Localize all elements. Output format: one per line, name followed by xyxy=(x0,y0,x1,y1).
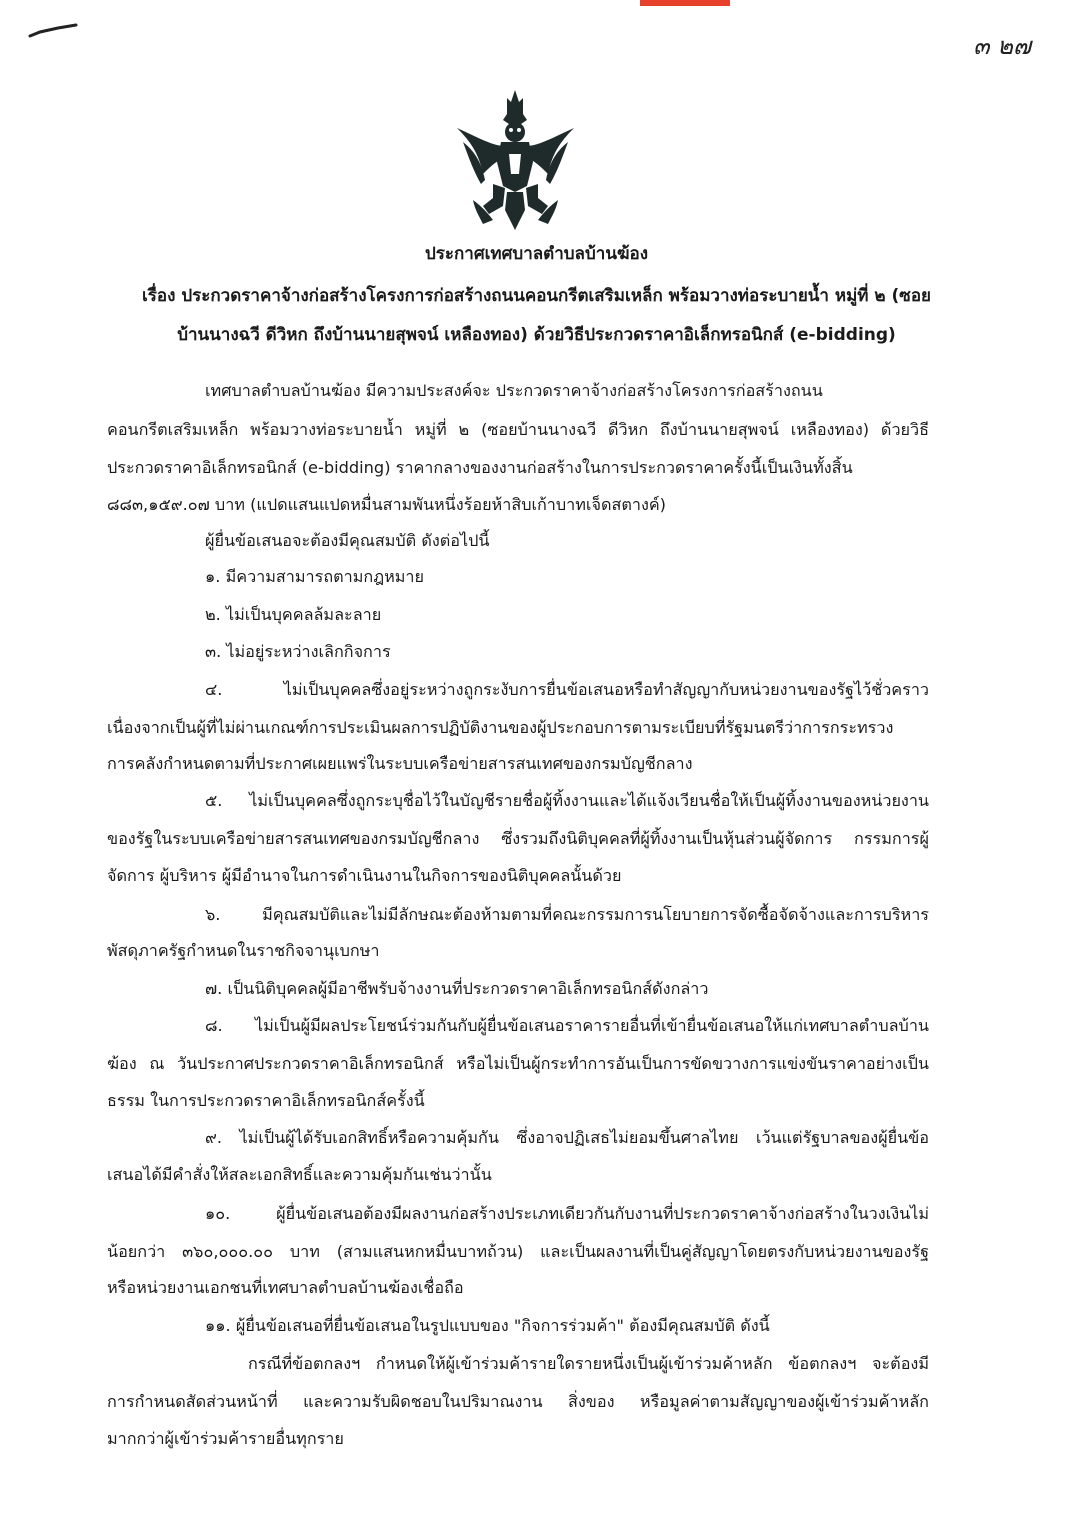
subject-line-2: บ้านนางฉวี ดีวิหก ถึงบ้านนายสุพจน์ เหลืองทอง) ด้วยวิธีประกวดราคาอิเล็กทรอนิกส์ (e-bidding) xyxy=(177,325,896,345)
pen-stroke-mark xyxy=(28,22,78,38)
announcement-title: ประกาศเทศบาลตำบลบ้านฆ้อง xyxy=(424,244,649,264)
intro-line-3: ประกวดราคาอิเล็กทรอนิกส์ (e-bidding) ราคากลางของงานก่อสร้างในการประกวดราคาครั้งนี้เป็นเงินทั้งสิ้น xyxy=(107,458,853,477)
item-4-line-1: ๔. ไม่เป็นบุคคลซึ่งอยู่ระหว่างถูกระงับการยื่นข้อเสนอหรือทำสัญญากับหน่วยงานของรัฐไว้ชั่วคราว xyxy=(205,680,929,699)
item-5-line-3: จัดการ ผู้บริหาร ผู้มีอำนาจในการดำเนินงานในกิจการของนิติบุคคลนั้นด้วย xyxy=(107,866,622,885)
item-1-line-1: ๑. มีความสามารถตามกฎหมาย xyxy=(205,567,424,586)
joint-venture-line-1: กรณีที่ข้อตกลงฯ กำหนดให้ผู้เข้าร่วมค้ารายใดรายหนึ่งเป็นผู้เข้าร่วมค้าหลัก ข้อตกลงฯ จะต้องมี xyxy=(248,1354,929,1373)
joint-venture-line-2: การกำหนดสัดส่วนหน้าที่ และความรับผิดชอบในปริมาณงาน สิ่งของ หรือมูลค่าตามสัญญาของผู้เข้าร่วมค้าหลัก xyxy=(107,1392,929,1411)
item-2-line-1: ๒. ไม่เป็นบุคคลล้มละลาย xyxy=(205,605,382,624)
item-8-line-2: ฆ้อง ณ วันประกาศประกวดราคาอิเล็กทรอนิกส์ หรือไม่เป็นผู้กระทำการอันเป็นการขัดขวางการแข่งขันราคาอย่างเป็น xyxy=(107,1054,929,1073)
item-10-line-3: หรือหน่วยงานเอกชนที่เทศบาลตำบลบ้านฆ้องเชื่อถือ xyxy=(107,1278,464,1297)
item-4-line-2: เนื่องจากเป็นผู้ที่ไม่ผ่านเกณฑ์การประเมินผลการปฏิบัติงานของผู้ประกอบการตามระเบียบที่รัฐมนตรีว่าการกระทรวง xyxy=(107,718,894,737)
item-8-line-1: ๘. ไม่เป็นผู้มีผลประโยชน์ร่วมกันกับผู้ยื่นข้อเสนอราคารายอื่นที่เข้ายื่นข้อเสนอให้แก่เทศบาลตำบลบ้าน xyxy=(205,1016,929,1035)
garuda-emblem-icon xyxy=(453,88,578,233)
item-10-line-2: น้อยกว่า ๓๖๐,๐๐๐.๐๐ บาท (สามแสนหกหมื่นบาทถ้วน) และเป็นผลงานที่เป็นคู่สัญญาโดยตรงกับหน่วยงานของรัฐ xyxy=(107,1242,929,1261)
page-number: ๓ ๒๗ xyxy=(973,32,1031,60)
item-6-line-2: พัสดุภาครัฐกำหนดในราชกิจจานุเบกษา xyxy=(107,941,380,960)
item-8-line-3: ธรรม ในการประกวดราคาอิเล็กทรอนิกส์ครั้งนี้ xyxy=(107,1091,425,1110)
top-color-strip xyxy=(640,0,730,6)
item-6-line-1: ๖. มีคุณสมบัติและไม่มีลักษณะต้องห้ามตามที่คณะกรรมการนโยบายการจัดซื้อจัดจ้างและการบริหาร xyxy=(205,905,929,924)
intro-line-2: คอนกรีตเสริมเหล็ก พร้อมวางท่อระบายน้ำ หมู่ที่ ๒ (ซอยบ้านนางฉวี ดีวิหก ถึงบ้านนายสุพจน์ เหลืองทอง) ด้วยวิธี xyxy=(107,420,929,439)
item-7-line-1: ๗. เป็นนิติบุคคลผู้มีอาชีพรับจ้างงานที่ประกวดราคาอิเล็กทรอนิกส์ดังกล่าว xyxy=(205,979,709,998)
item-11-line-1: ๑๑. ผู้ยื่นข้อเสนอที่ยื่นข้อเสนอในรูปแบบของ "กิจการร่วมค้า" ต้องมีคุณสมบัติ ดังนี้ xyxy=(205,1316,770,1335)
item-9-line-2: เสนอได้มีคำสั่งให้สละเอกสิทธิ์และความคุ้มกันเช่นว่านั้น xyxy=(107,1165,492,1184)
subject-line-1: เรื่อง ประกวดราคาจ้างก่อสร้างโครงการก่อสร้างถนนคอนกรีตเสริมเหล็ก พร้อมวางท่อระบายน้ำ หมู่ที่ ๒ (ซอย xyxy=(141,286,932,306)
intro-line-4: ๘๘๓,๑๕๙.๐๗ บาท (แปดแสนแปดหมื่นสามพันหนึ่งร้อยห้าสิบเก้าบาทเจ็ดสตางค์) xyxy=(107,495,666,514)
item-4-line-3: การคลังกำหนดตามที่ประกาศเผยแพร่ในระบบเครือข่ายสารสนเทศของกรมบัญชีกลาง xyxy=(107,754,693,773)
joint-venture-line-3: มากกว่าผู้เข้าร่วมค้ารายอื่นทุกราย xyxy=(107,1429,344,1448)
item-10-line-1: ๑๐. ผู้ยื่นข้อเสนอต้องมีผลงานก่อสร้างประเภทเดียวกันกับงานที่ประกวดราคาจ้างก่อสร้างในวงเงินไม่ xyxy=(205,1204,929,1223)
item-9-line-1: ๙. ไม่เป็นผู้ได้รับเอกสิทธิ์หรือความคุ้มกัน ซึ่งอาจปฏิเสธไม่ยอมขึ้นศาลไทย เว้นแต่รัฐบาลของผู้ยื่นข้อ xyxy=(205,1128,929,1147)
item-3-line-1: ๓. ไม่อยู่ระหว่างเลิกกิจการ xyxy=(205,642,391,661)
qualifications-heading: ผู้ยื่นข้อเสนอจะต้องมีคุณสมบัติ ดังต่อไปนี้ xyxy=(205,531,490,550)
item-5-line-2: ของรัฐในระบบเครือข่ายสารสนเทศของกรมบัญชีกลาง ซึ่งรวมถึงนิติบุคคลที่ผู้ทิ้งงานเป็นหุ้นส่วนผู้จัดการ กรรมการผู้ xyxy=(107,829,929,848)
item-5-line-1: ๕. ไม่เป็นบุคคลซึ่งถูกระบุชื่อไว้ในบัญชีรายชื่อผู้ทิ้งงานและได้แจ้งเวียนชื่อให้เป็นผู้ทิ้งงานของหน่วยงาน xyxy=(205,791,929,810)
intro-line-1: เทศบาลตำบลบ้านฆ้อง มีความประสงค์จะ ประกวดราคาจ้างก่อสร้างโครงการก่อสร้างถนน xyxy=(205,381,823,400)
